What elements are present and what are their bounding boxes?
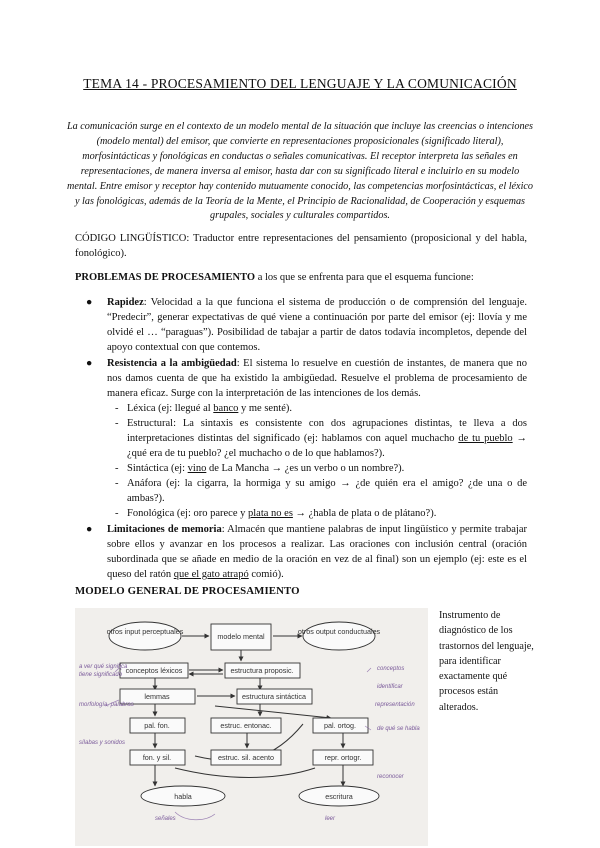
sub-text: Fonológica (ej: oro parece y bbox=[127, 508, 248, 519]
list-item-body bbox=[107, 522, 527, 582]
sub-text: de La Mancha → ¿es un verbo o un nombre?). bbox=[206, 463, 405, 474]
text-memoria: : Almacén que mantiene palabras de input lingüístico y permite trabajar sobre ellos y avanzar en los procesos a realizar. Las oraciones con inclusión central (oración subordinada que se añade en medio de la oración en vez de al final) son un ejemplo (ej: este es el queso del ratón bbox=[107, 524, 527, 580]
list-item-body bbox=[107, 356, 527, 401]
text-rapidez: : Velocidad a la que funciona el sistema de producción o de comprensión del lenguaje. “Predecir”, generar expectativas de qué viene a continuación por parte del emisor (ej: llovía y me olvidé el … “paraguas”). Posibilidad de tabajar a partir de datos todavía incompletos, depende del apoyo contextual con que contemos. bbox=[107, 297, 527, 353]
sub-text: Estructural: La sintaxis es consistente con dos agrupaciones distintas, te lleva a dos interpretaciones distintas del significado (ej: hablamos con aquel muchacho bbox=[127, 418, 527, 444]
label-modelo-mental: modelo mental bbox=[217, 632, 265, 641]
label-otros-output: otros output conductuales bbox=[297, 627, 381, 636]
sub-text: Sintáctica (ej: bbox=[127, 463, 188, 474]
label-estruc-entonac: estruc. entonac. bbox=[220, 721, 272, 730]
label-escritura: escritura bbox=[325, 792, 353, 801]
model-heading: MODELO GENERAL DE PROCESAMIENTO bbox=[75, 585, 300, 597]
label-otros-input: otros input perceptuales bbox=[106, 627, 184, 636]
problems-lead: PROBLEMAS DE PROCESAMIENTO bbox=[75, 272, 256, 283]
sub-item-sintactica bbox=[75, 461, 527, 476]
label-habla: habla bbox=[174, 792, 192, 801]
underlined-text: plata no es bbox=[248, 508, 293, 519]
label-fon-sil: fon. y sil. bbox=[142, 753, 172, 762]
underlined-text: banco bbox=[213, 403, 239, 414]
bullet-icon: ● bbox=[86, 358, 93, 369]
underlined-text: que el gato atrapó bbox=[173, 569, 249, 580]
dash-icon: - bbox=[115, 463, 119, 474]
bullet-icon: ● bbox=[86, 524, 93, 535]
term-rapidez: Rapidez bbox=[107, 297, 144, 308]
label-lemmas: lemmas bbox=[144, 692, 170, 701]
note-3: morfología, palabras bbox=[79, 702, 134, 708]
problems-list bbox=[75, 295, 527, 582]
note-7: representación bbox=[375, 702, 415, 708]
term-memoria: Limitaciones de memoria bbox=[107, 524, 222, 535]
note-2: tiene significado bbox=[79, 672, 123, 678]
label-estructura-prop: estructura proposic. bbox=[230, 666, 294, 675]
problems-paragraph bbox=[75, 270, 527, 285]
list-item-ambiguedad bbox=[75, 356, 527, 401]
bullet-icon: ● bbox=[86, 297, 93, 308]
sub-item-fonologica bbox=[75, 506, 527, 521]
label-estruc-sil: estruc. sil. acento bbox=[218, 753, 274, 762]
term-ambiguedad: Resistencia a la ambigüedad bbox=[107, 358, 237, 369]
sub-item-estructural bbox=[75, 416, 527, 461]
text-ambiguedad: : El sistema lo resuelve en cuestión de instantes, de manera que no nos damos cuenta de que ha existido la ambigüedad. Resuelve el problema de procesamiento de manera eficaz. Surge con la interpretación de las intenciones de los demás. bbox=[107, 358, 527, 399]
label-conceptos: conceptos léxicos bbox=[125, 666, 183, 675]
dash-icon: - bbox=[115, 508, 119, 519]
underlined-text: vino bbox=[187, 463, 207, 474]
note-4: sílabas y sonidos bbox=[79, 740, 126, 746]
document-title: TEMA 14 - PROCESAMIENTO DEL LENGUAJE Y LA COMUNICACIÓN bbox=[83, 76, 517, 91]
sub-text: → ¿qué era de tu pueblo? ¿el muchacho o de lo que hablamos?). bbox=[127, 433, 527, 459]
sub-item-anafora bbox=[75, 476, 527, 506]
dash-icon: - bbox=[115, 403, 119, 414]
label-pal-ortog: pal. ortog. bbox=[324, 721, 356, 730]
note-11: leer bbox=[325, 816, 336, 822]
note-8: de qué se habla bbox=[377, 726, 420, 732]
processing-model-diagram bbox=[75, 608, 428, 846]
text-memoria-end: comió). bbox=[248, 569, 284, 580]
dash-icon: - bbox=[115, 478, 119, 489]
list-item-memoria bbox=[75, 522, 527, 582]
note-10: señales bbox=[155, 816, 176, 822]
list-item-body bbox=[107, 295, 527, 355]
diagram-svg bbox=[75, 608, 428, 846]
sub-text: → ¿habla de plata o de plátano?). bbox=[292, 508, 437, 519]
note-9: reconocer bbox=[377, 774, 404, 780]
linguistic-code-paragraph: CÓDIGO LINGÜÍSTICO: Traductor entre representaciones del pensamiento (proposicional y del habla, fonológico). bbox=[75, 233, 527, 259]
label-estructura-sint: estructura sintáctica bbox=[242, 692, 306, 701]
note-5: conceptos bbox=[377, 666, 405, 672]
diagram-labels bbox=[107, 627, 381, 801]
sub-item-lexica bbox=[75, 401, 527, 416]
abstract-paragraph: La comunicación surge en el contexto de un modelo mental de la situación que incluye las creencias o intenciones (modelo mental) del emisor, que convierte en representaciones proposicionales (significado literal), morfosintácticas y fonológicas en conductas o señales comunicativas. El receptor interpreta las señales en representaciones, de manera inversa al emisor, hasta dar con su significado literal e incluirlo en su modelo mental. Entre emisor y receptor hay contenido mutuamente conocido, las competencias morfosintácticas, el léxico y las fonológicas, además de la Teoría de la Mente, el Principio de Racionalidad, de Cooperación y esquemas grupales, sociales y culturales compartidos. bbox=[66, 121, 534, 222]
underlined-text: de tu pueblo bbox=[458, 433, 513, 444]
side-note: Instrumento de diagnóstico de los trastornos del lenguaje, para identificar exactamente qué procesos están alterados. bbox=[439, 610, 534, 713]
label-pal-fon: pal. fon. bbox=[144, 721, 170, 730]
sub-text: Léxica (ej: llegué al bbox=[127, 403, 214, 414]
note-6: identificar bbox=[377, 684, 403, 690]
note-1: a ver qué significa bbox=[79, 664, 128, 670]
label-repr-ortogr: repr. ortogr. bbox=[324, 753, 362, 762]
list-item-rapidez bbox=[75, 295, 527, 355]
sub-text: Anáfora (ej: la cigarra, la hormiga y su amigo → ¿de quién era el amigo? ¿de una o de ambas?). bbox=[127, 478, 527, 504]
sub-text: y me senté). bbox=[238, 403, 293, 414]
problems-rest: a los que se enfrenta para que el esquema funcione: bbox=[255, 272, 474, 283]
dash-icon: - bbox=[115, 418, 119, 429]
